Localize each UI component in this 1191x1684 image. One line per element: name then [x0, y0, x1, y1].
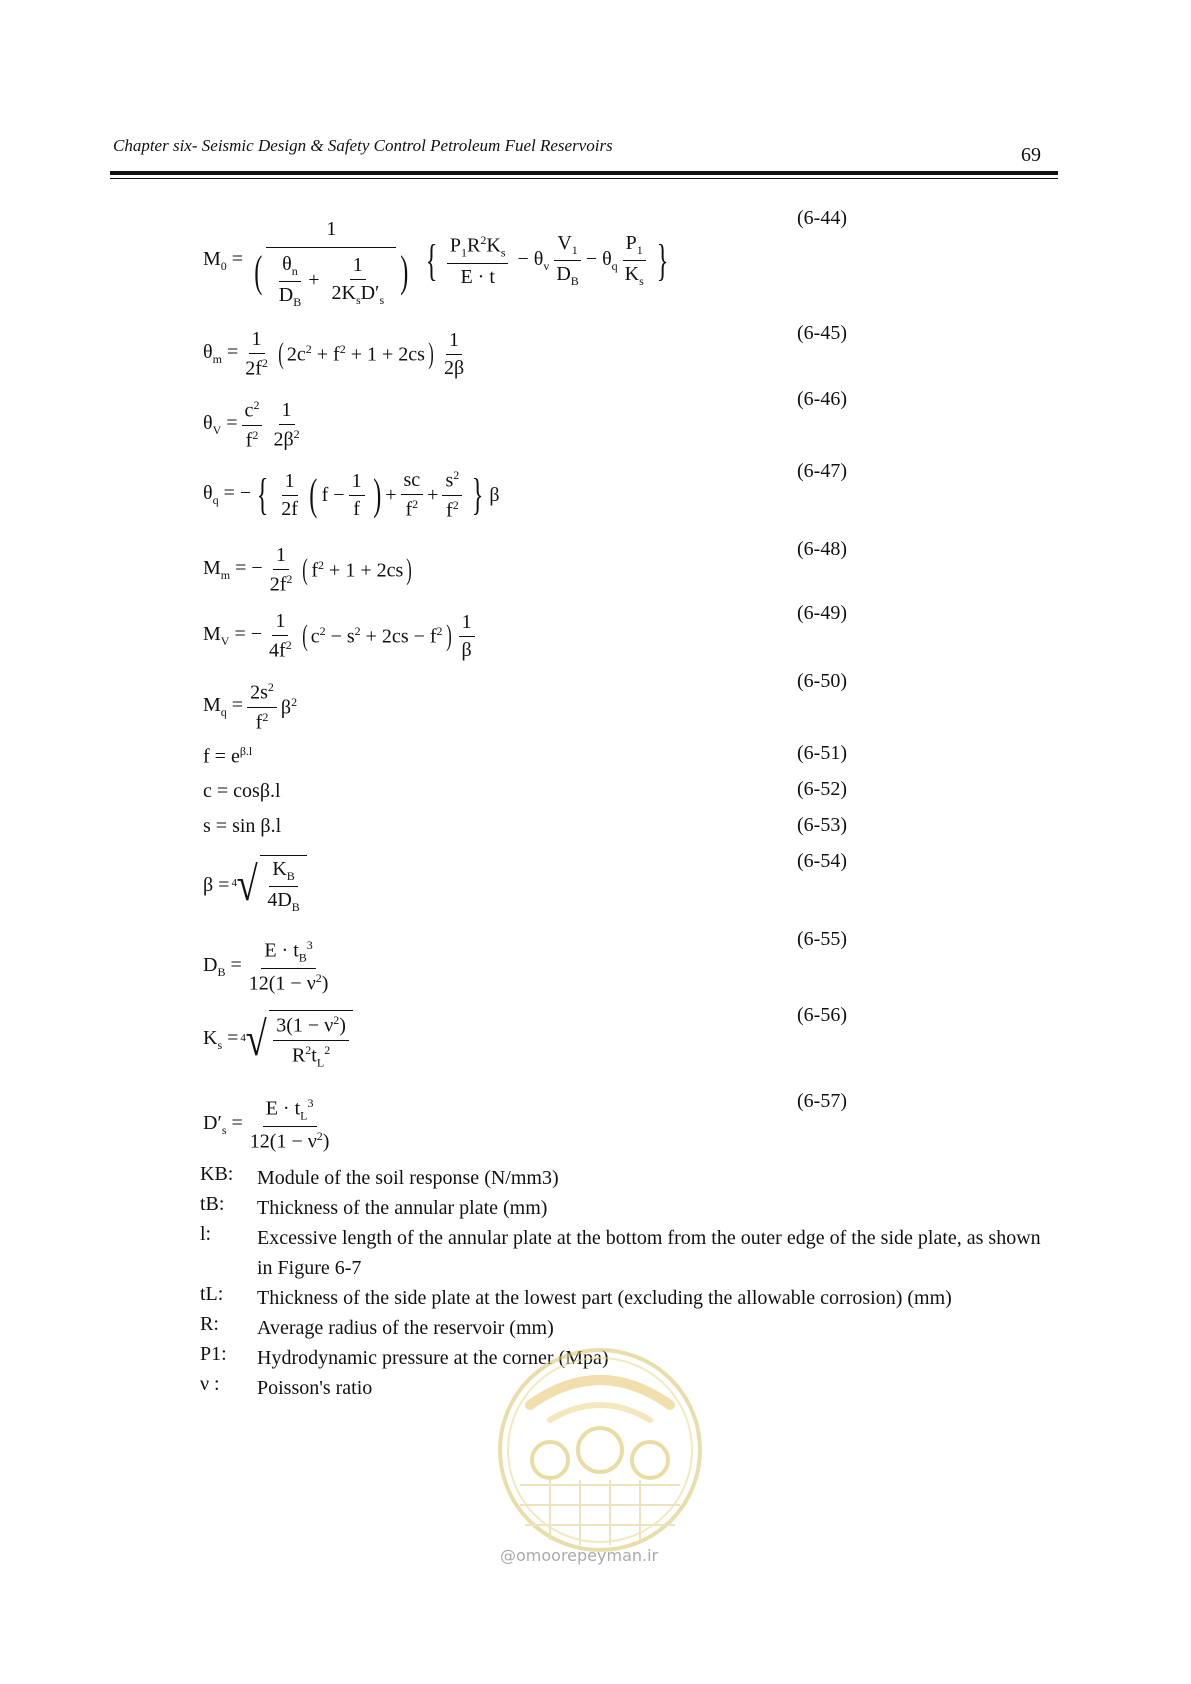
equation-6-51: $f = e^{\beta.l}$ [203, 744, 253, 768]
definition-text: Excessive length of the annular plate at the bottom from the outer edge of the side plate, as shown in Figure 6-7 [257, 1227, 1041, 1279]
definition-symbol: l: [200, 1223, 212, 1245]
equation-number: (6-49) [797, 602, 847, 624]
definition-symbol: P1: [200, 1343, 227, 1365]
equation-number: (6-50) [797, 670, 847, 692]
definition-text: Average radius of the reservoir (mm) [257, 1317, 554, 1339]
equation-6-45: $\theta_m$ = $\frac{1}{2f^2}$ ( $2c^2 + f^2 + 1 + 2cs$ ) $\frac{1}{2\beta}$ [203, 328, 465, 380]
equation-number: (6-44) [797, 207, 847, 229]
equation-number: (6-56) [797, 1004, 847, 1026]
gear-seal-logo-icon [490, 1335, 710, 1565]
equation-number: (6-53) [797, 814, 847, 836]
equation-number: (6-48) [797, 538, 847, 560]
equation-6-56: $K_s$ = 4 √ $\frac{3(1 - \nu^2)}{R^2t_L^2}$ [203, 1010, 353, 1070]
equation-number: (6-46) [797, 388, 847, 410]
equation-number: (6-51) [797, 742, 847, 764]
page-header-title: Chapter six- Seismic Design & Safety Control Petroleum Fuel Reservoirs [113, 136, 613, 155]
definition-symbol: KB: [200, 1163, 234, 1185]
equation-number: (6-54) [797, 850, 847, 872]
definition-text: Thickness of the annular plate (mm) [257, 1197, 548, 1219]
equation-6-53: s = sin β.l [203, 815, 282, 837]
equation-6-55: $D_B$ = $\frac{E \cdot t_B^3}{12(1 - \nu^2)}$ [203, 938, 329, 995]
definition-text: Hydrodynamic pressure at the corner (Mpa) [257, 1347, 609, 1369]
equation-number: (6-45) [797, 322, 847, 344]
definition-symbol: tL: [200, 1283, 224, 1305]
header-rule-thin [110, 178, 1058, 179]
equation-6-52: c = cosβ.l [203, 780, 281, 802]
equation-number: (6-57) [797, 1090, 847, 1112]
definition-text: Poisson's ratio [257, 1377, 373, 1399]
definition-symbol: R: [200, 1313, 219, 1335]
equation-number: (6-47) [797, 460, 847, 482]
equation-number: (6-52) [797, 778, 847, 800]
definition-text: Module of the soil response (N/mm3) [257, 1167, 559, 1189]
page-number: 69 [1021, 144, 1041, 166]
equation-6-50: $M_q$ = $\frac{2s^2}{f^2}$ $\beta^2$ [203, 680, 298, 734]
watermark-text: @omoorepeyman.ir [500, 1546, 659, 1565]
equation-6-48: $M_m$ = − $\frac{1}{2f^2}$ ( $f^2 + 1 + 2cs$ ) [203, 544, 413, 596]
equation-number: (6-55) [797, 928, 847, 950]
equation-6-46: $\theta_V$ = $\frac{c^2}{f^2}$ $\frac{1}{2\beta^2}$ [203, 398, 300, 452]
equation-6-47: $\theta_q$ = − { $\frac{1}{2f}$ ( f − $\frac{1}{f}$ ) + $\frac{sc}{f^2}$ + $\frac{s^2}{f^2}$ } β [203, 468, 500, 522]
equation-6-44: $M_0$ = 1 ( $\frac{\theta_n}{D_B}$ + $\frac{1}{2K_sD'_s}$ ) { $\frac{P_1R^2K_s}{E \cdot t}$ − $\theta_v$ $\frac{V_1}{D_B}$ − $\theta_q$ $\frac{P_1}{K_s}$ } [203, 212, 674, 310]
definition-symbol: ν : [200, 1373, 220, 1395]
equation-6-49: $M_V$ = − $\frac{1}{4f^2}$ ( $c^2 - s^2 + 2cs - f^2$ ) $\frac{1}{\beta}$ [203, 610, 479, 663]
definition-symbol: tB: [200, 1193, 225, 1215]
equation-6-57: $D'_s$ = $\frac{E \cdot t_L^3}{12(1 - \nu^2)}$ [203, 1096, 330, 1153]
header-rule [110, 171, 1058, 175]
equation-6-54: β = 4 √ $\frac{K_B}{4D_B}$ [203, 855, 307, 915]
definition-text: Thickness of the side plate at the lowest part (excluding the allowable corrosion) (mm) [257, 1287, 952, 1309]
